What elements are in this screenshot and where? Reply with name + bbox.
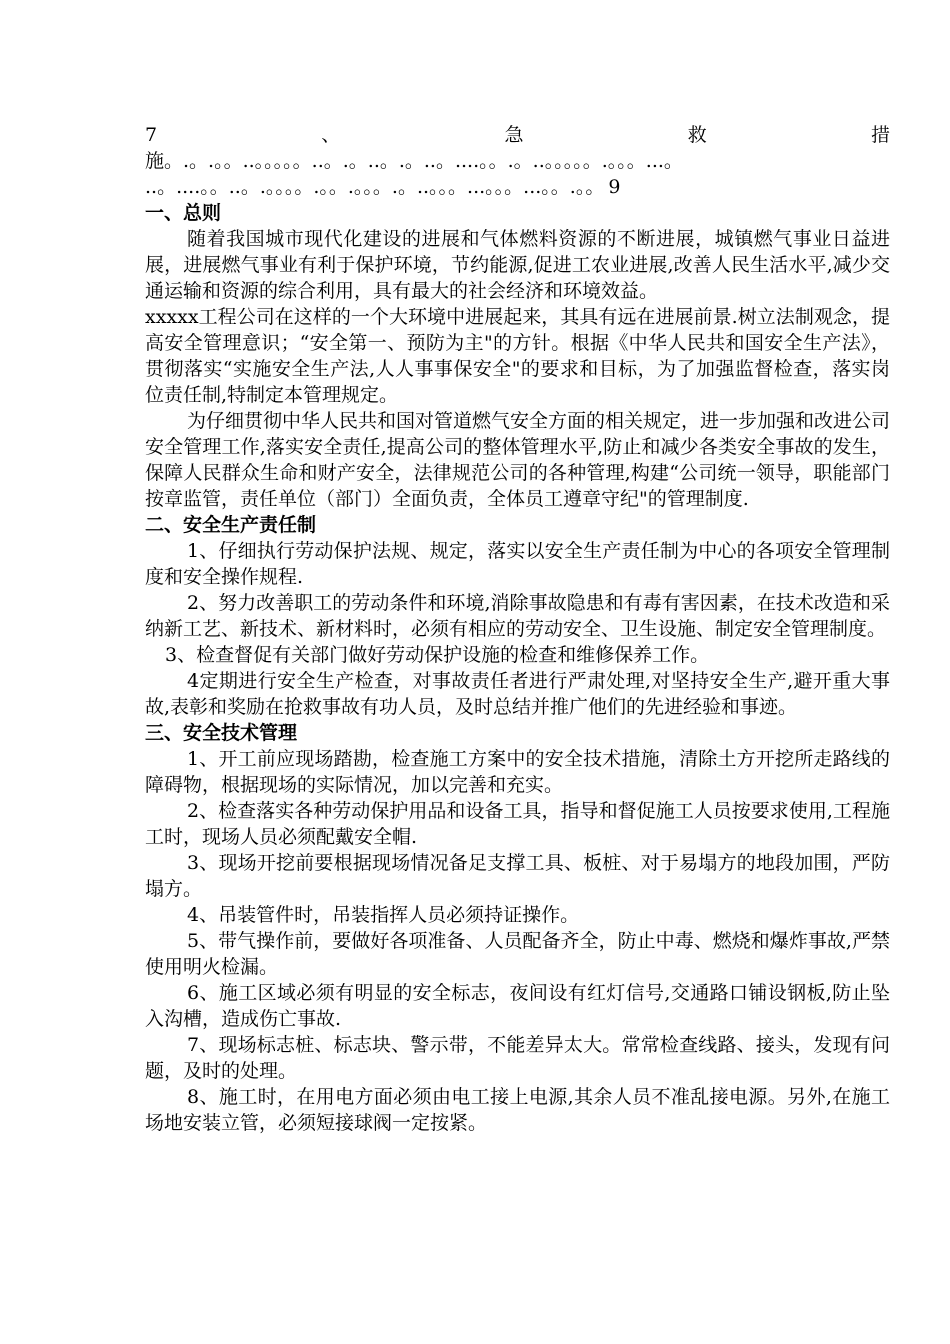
toc-entry-part: 7	[145, 124, 158, 146]
list-item: 4定期进行安全生产检查，对事故责任者进行严肃处理,对坚持安全生产,避开重大事故,表彰和奖励在抢救事故有功人员，及时总结并推广他们的先进经验和事迹。	[145, 670, 890, 718]
toc-leader-dots: ..。....。。..。.。。。。.。。.。。。.。..。。。...。。。...。。.。。	[145, 176, 605, 198]
list-item: 2、检查落实各种劳动保护用品和设备工具，指导和督促施工人员按要求使用,工程施工时，现场人员必须配戴安全帽.	[145, 800, 890, 848]
list-item: 2、努力改善职工的劳动条件和环境,消除事故隐患和有毒有害因素，在技术改造和采纳新工艺、新技术、新材料时，必须有相应的劳动安全、卫生设施、制定安全管理制度。	[145, 592, 890, 640]
list-item: 6、施工区域必须有明显的安全标志，夜间设有红灯信号,交通路口铺设钢板,防止坠入沟槽，造成伤亡事故.	[145, 982, 890, 1030]
toc-entry-part: 急	[504, 124, 524, 146]
toc-page-number: 9	[608, 176, 621, 198]
section-heading-safety-technical: 三、安全技术管理	[145, 722, 298, 744]
toc-leader-line-2	[145, 174, 890, 200]
list-item: 5、带气操作前，要做好各项准备、人员配备齐全，防止中毒、燃烧和爆炸事故,严禁使用明火检漏。	[145, 930, 890, 978]
list-item: 3、现场开挖前要根据现场情况备足支撑工具、板桩、对于易塌方的地段加围，严防塌方。	[145, 852, 890, 900]
list-item: 8、施工时，在用电方面必须由电工接上电源,其余人员不准乱接电源。另外,在施工场地安装立管，必须短接球阀一定按紧。	[145, 1086, 890, 1134]
list-item: 3、检查督促有关部门做好劳动保护设施的检查和维修保养工作。	[165, 644, 710, 666]
paragraph: 随着我国城市现代化建设的进展和气体燃料资源的不断进展，城镇燃气事业日益进展，进展燃气事业有利于保护环境，节约能源,促进工农业进展,改善人民生活水平,减少交通运输和资源的综合利用，具有最大的社会经济和环境效益。	[145, 228, 890, 302]
toc-entry-title	[145, 122, 890, 148]
toc-entry-part: 、	[321, 124, 341, 146]
list-item: 1、仔细执行劳动保护法规、规定，落实以安全生产责任制为中心的各项安全管理制度和安全操作规程.	[145, 540, 890, 588]
toc-entry-part: 措	[870, 124, 890, 146]
toc-leader-line-1: 施。.。.。。..。。。。。..。.。..。.。..。....。。.。..。。。。。.。。。...。	[145, 150, 683, 172]
list-item: 4、吊装管件时，吊装指挥人员必须持证操作。	[187, 904, 580, 926]
paragraph: 为仔细贯彻中华人民共和国对管道燃气安全方面的相关规定，进一步加强和改进公司安全管理工作,落实安全责任,提高公司的整体管理水平,防止和减少各类安全事故的发生，保障人民群众生命和财产安全，法律规范公司的各种管理,构建“公司统一领导，职能部门按章监管，责任单位（部门）全面负责，全体员工遵章守纪"的管理制度.	[145, 410, 891, 510]
list-item: 7、现场标志桩、标志块、警示带，不能差异太大。常常检查线路、接头，发现有问题，及时的处理。	[145, 1034, 890, 1082]
section-heading-general: 一、总则	[145, 202, 222, 224]
paragraph: xxxxx工程公司在这样的一个大环境中进展起来，其具有远在进展前景.树立法制观念，提高安全管理意识；“安全第一、预防为主"的方针。根据《中华人民共和国安全生产法》，贯彻落实“实施安全生产法,人人事事保安全"的要求和目标，为了加强监督检查，落实岗位责任制,特制定本管理规定。	[145, 306, 890, 406]
document-body	[145, 122, 890, 1136]
section-heading-safety-responsibility: 二、安全生产责任制	[145, 514, 317, 536]
list-item: 1、开工前应现场踏勘，检查施工方案中的安全技术措施，清除土方开挖所走路线的障碍物，根据现场的实际情况，加以完善和充实。	[145, 748, 890, 796]
toc-entry-part: 救	[687, 124, 707, 146]
